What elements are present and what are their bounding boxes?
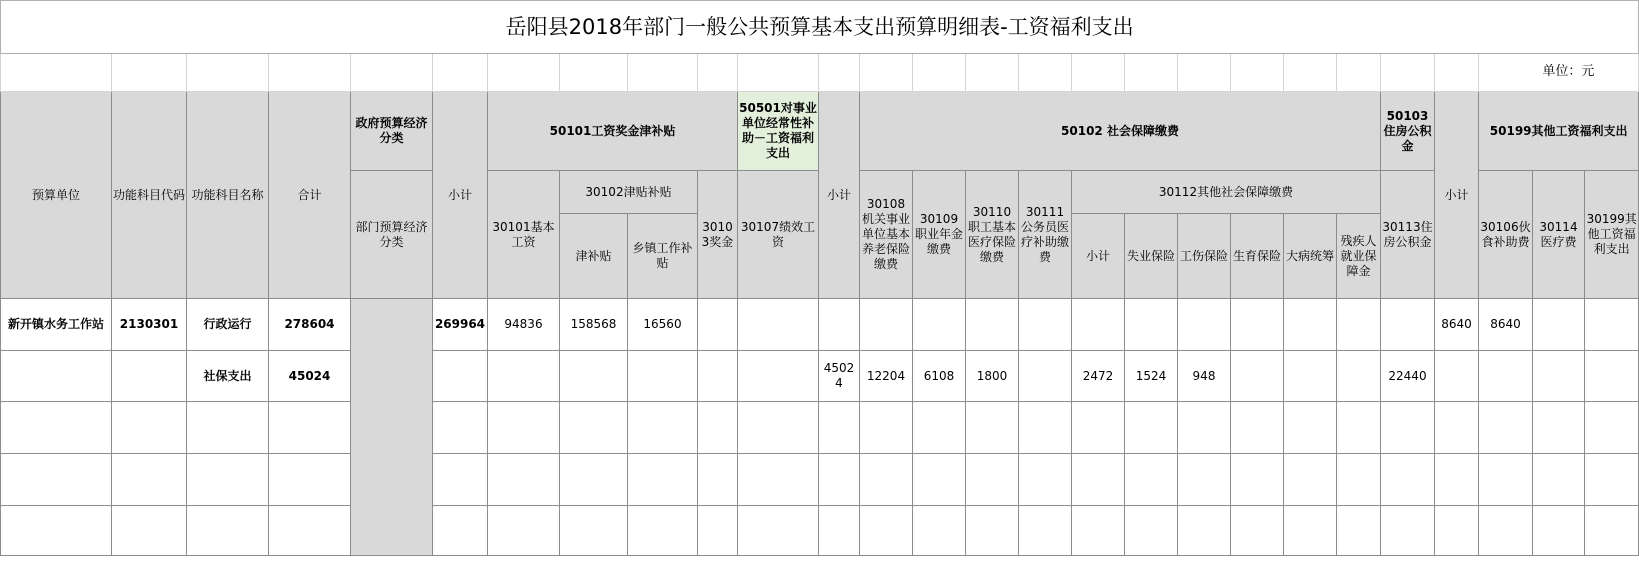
header-30110: 30110职工基本医疗保险缴费	[966, 171, 1019, 299]
cell-code: 2130301	[112, 299, 187, 351]
cell-shengyu	[1231, 299, 1284, 351]
cell-shiye: 1524	[1125, 351, 1178, 402]
cell-name: 行政运行	[187, 299, 269, 351]
cell-30114	[1533, 299, 1585, 351]
cell-subtotal-a	[433, 351, 488, 402]
cell-dabing	[1284, 299, 1337, 351]
header-30106: 30106伙食补助费	[1479, 171, 1533, 299]
cell-total: 45024	[269, 351, 351, 402]
table-row	[1, 454, 1639, 506]
table-row	[1, 402, 1639, 454]
cell-unit: 新开镇水务工作站	[1, 299, 112, 351]
header-dept-econ: 部门预算经济分类	[351, 171, 433, 299]
cell-30109: 6108	[913, 351, 966, 402]
cell-total: 278604	[269, 299, 351, 351]
cell-canji	[1337, 299, 1381, 351]
header-30112: 30112其他社会保障缴费	[1072, 171, 1381, 214]
header-xiangzhen: 乡镇工作补贴	[628, 214, 698, 299]
header-canji: 残疾人就业保障金	[1337, 214, 1381, 299]
table-row	[1, 506, 1639, 556]
header-gongshang: 工伤保险	[1178, 214, 1231, 299]
header-30114: 30114医疗费	[1533, 171, 1585, 299]
header-30112-subtotal: 小计	[1072, 214, 1125, 299]
cell-subtotal-b	[819, 299, 860, 351]
header-30101: 30101基本工资	[488, 171, 560, 299]
header-50199: 50199其他工资福利支出	[1479, 92, 1639, 171]
header-30199: 30199其他工资福利支出	[1585, 171, 1639, 299]
cell-code	[112, 351, 187, 402]
header-func-code: 功能科目代码	[112, 92, 187, 299]
cell-gongshang	[1178, 299, 1231, 351]
cell-30114	[1533, 351, 1585, 402]
cell-30103	[698, 299, 738, 351]
cell-30111	[1019, 299, 1072, 351]
cell-gongshang: 948	[1178, 351, 1231, 402]
cell-30199	[1585, 351, 1639, 402]
cell-dabing	[1284, 351, 1337, 402]
cell-30113	[1381, 299, 1435, 351]
cell-30109	[913, 299, 966, 351]
cell-30106: 8640	[1479, 299, 1533, 351]
cell-xiangzhen	[628, 351, 698, 402]
header-30107: 30107绩效工资	[738, 171, 819, 299]
cell-30112-subtotal: 2472	[1072, 351, 1125, 402]
cell-subtotal-a: 269964	[433, 299, 488, 351]
cell-30111	[1019, 351, 1072, 402]
cell-xiangzhen: 16560	[628, 299, 698, 351]
page-title: 岳阳县2018年部门一般公共预算基本支出预算明细表-工资福利支出	[1, 1, 1639, 54]
cell-30107	[738, 299, 819, 351]
header-subtotal-c: 小计	[1435, 92, 1479, 299]
header-50102: 50102 社会保障缴费	[860, 92, 1381, 171]
table-row	[1, 299, 1639, 351]
header-30102: 30102津贴补贴	[560, 171, 698, 214]
cell-subtotal-b: 45024	[819, 351, 860, 402]
header-jintie: 津补贴	[560, 214, 628, 299]
header-subtotal-b: 小计	[819, 92, 860, 299]
cell-shiye	[1125, 299, 1178, 351]
cell-30103	[698, 351, 738, 402]
header-50103: 50103住房公积金	[1381, 92, 1435, 171]
header-func-name: 功能科目名称	[187, 92, 269, 299]
cell-30101: 94836	[488, 299, 560, 351]
cell-econ-blank	[351, 299, 433, 556]
header-30103: 30103奖金	[698, 171, 738, 299]
header-30113: 30113住房公积金	[1381, 171, 1435, 299]
header-50501: 50501对事业单位经常性补助－工资福利支出	[738, 92, 819, 171]
header-shiye: 失业保险	[1125, 214, 1178, 299]
cell-canji	[1337, 351, 1381, 402]
header-30111: 30111公务员医疗补助缴费	[1019, 171, 1072, 299]
cell-name: 社保支出	[187, 351, 269, 402]
cell-30108	[860, 299, 913, 351]
cell-jintie	[560, 351, 628, 402]
cell-shengyu	[1231, 351, 1284, 402]
header-30109: 30109职业年金缴费	[913, 171, 966, 299]
cell-unit	[1, 351, 112, 402]
cell-subtotal-c: 8640	[1435, 299, 1479, 351]
cell-jintie: 158568	[560, 299, 628, 351]
header-total: 合计	[269, 92, 351, 299]
unit-label: 单位：元	[1479, 54, 1639, 92]
cell-30110	[966, 299, 1019, 351]
header-subtotal-a: 小计	[433, 92, 488, 299]
header-30108: 30108机关事业单位基本养老保险缴费	[860, 171, 913, 299]
cell-subtotal-c	[1435, 351, 1479, 402]
header-gov-econ: 政府预算经济分类	[351, 92, 433, 171]
header-dabing: 大病统筹	[1284, 214, 1337, 299]
header-shengyu: 生育保险	[1231, 214, 1284, 299]
cell-30112-subtotal	[1072, 299, 1125, 351]
header-50101: 50101工资奖金津补贴	[488, 92, 738, 171]
cell-30110: 1800	[966, 351, 1019, 402]
cell-30113: 22440	[1381, 351, 1435, 402]
header-unit: 预算单位	[1, 92, 112, 299]
table-row	[1, 351, 1639, 402]
cell-30106	[1479, 351, 1533, 402]
cell-30101	[488, 351, 560, 402]
cell-30108: 12204	[860, 351, 913, 402]
cell-30107	[738, 351, 819, 402]
cell-30199	[1585, 299, 1639, 351]
